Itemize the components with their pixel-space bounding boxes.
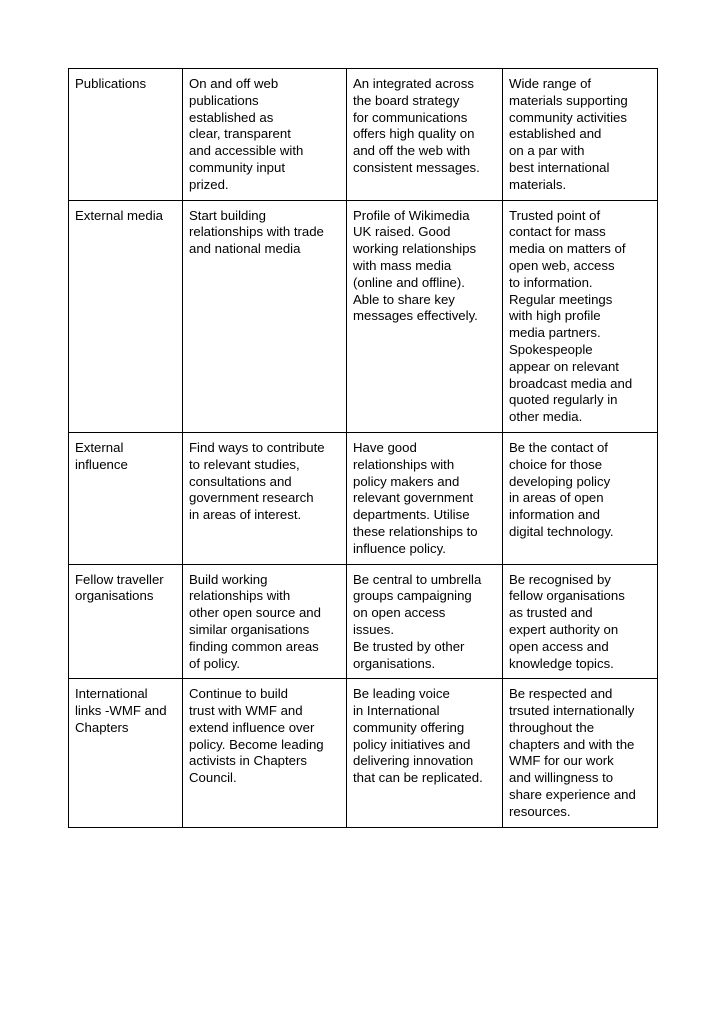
- table-row: [69, 69, 658, 201]
- stage-two-cell: Be central to umbrella groups campaigning on open access issues. Be trusted by other organisations.: [347, 564, 503, 679]
- stage-three-cell: Be recognised by fellow organisations as trusted and expert authority on open access and knowledge topics.: [503, 564, 658, 679]
- stage-one-cell: Continue to build trust with WMF and extend influence over policy. Become leading activists in Chapters Council.: [183, 679, 347, 827]
- table-row: [69, 200, 658, 432]
- area-cell: External influence: [69, 432, 183, 564]
- stage-two-cell: Profile of Wikimedia UK raised. Good working relationships with mass media (online and offline). Able to share key messages effectively.: [347, 200, 503, 432]
- stage-one-cell: Find ways to contribute to relevant studies, consultations and government research in areas of interest.: [183, 432, 347, 564]
- stage-three-cell: Trusted point of contact for mass media on matters of open web, access to information. Regular meetings with high profile media partners. Spokespeople appear on relevant broadcast media and quoted regularly in other media.: [503, 200, 658, 432]
- area-cell: Fellow traveller organisations: [69, 564, 183, 679]
- stage-one-cell: Start building relationships with trade and national media: [183, 200, 347, 432]
- area-cell: Publications: [69, 69, 183, 201]
- table-row: [69, 432, 658, 564]
- area-cell: International links -WMF and Chapters: [69, 679, 183, 827]
- stage-one-cell: Build working relationships with other open source and similar organisations finding common areas of policy.: [183, 564, 347, 679]
- stage-one-cell: On and off web publications established as clear, transparent and accessible with community input prized.: [183, 69, 347, 201]
- table-row: [69, 564, 658, 679]
- stage-three-cell: Be the contact of choice for those developing policy in areas of open information and digital technology.: [503, 432, 658, 564]
- stage-two-cell: Have good relationships with policy makers and relevant government departments. Utilise these relationships to influence policy.: [347, 432, 503, 564]
- area-cell: External media: [69, 200, 183, 432]
- stage-two-cell: An integrated across the board strategy for communications offers high quality on and off the web with consistent messages.: [347, 69, 503, 201]
- stage-two-cell: Be leading voice in International community offering policy initiatives and delivering innovation that can be replicated.: [347, 679, 503, 827]
- stage-three-cell: Be respected and trsuted internationally throughout the chapters and with the WMF for our work and willingness to share experience and resources.: [503, 679, 658, 827]
- table-row: [69, 679, 658, 827]
- strategy-table: [68, 68, 658, 828]
- stage-three-cell: Wide range of materials supporting community activities established and on a par with best international materials.: [503, 69, 658, 201]
